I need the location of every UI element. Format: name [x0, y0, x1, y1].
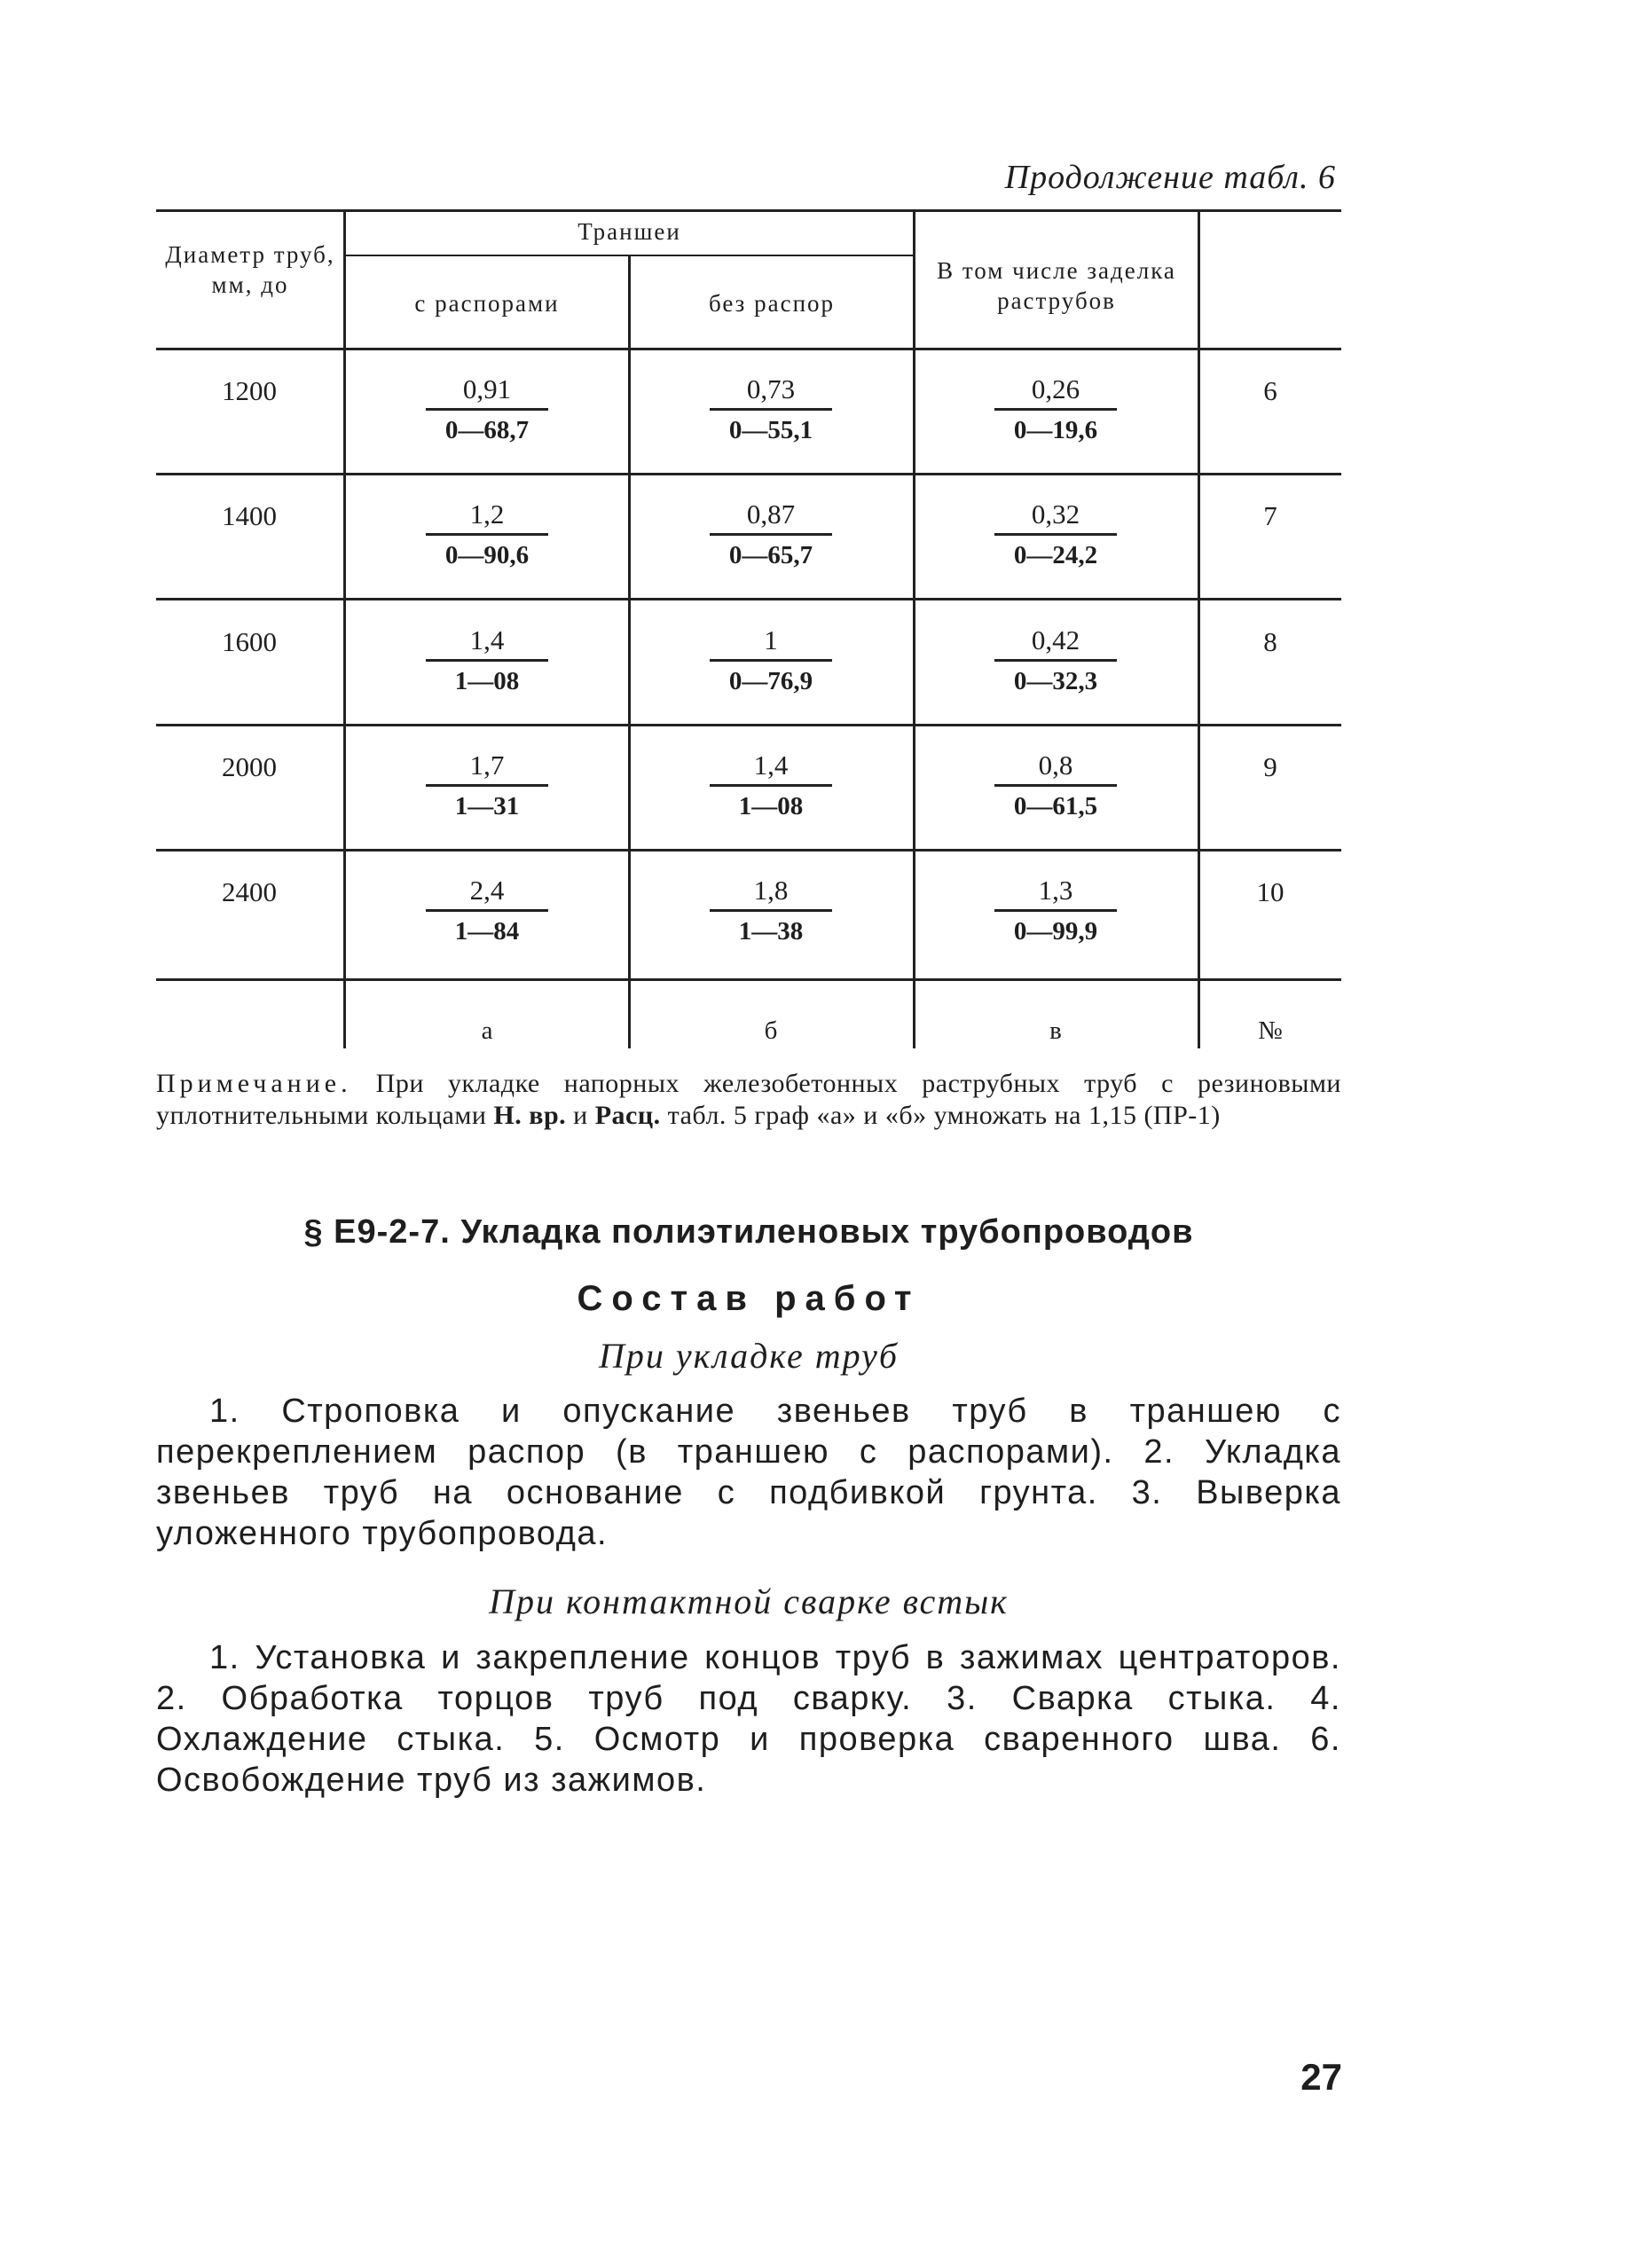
column-label-a: а [481, 1016, 493, 1045]
cell-c [940, 374, 1171, 448]
table-row-rule [156, 849, 1341, 851]
subsection-title: При укладке труб [598, 1336, 899, 1376]
cell-b [656, 750, 886, 824]
subsection-paragraph: 1. Установка и закрепление концов труб в зажимах центраторов. 2. Обработка торцов труб под сварку. 3. Сварка стыка. 4. Охлаждение стыка. 5. Осмотр и проверка сваренного шва. 6. Освобождение труб из зажимов. [156, 1639, 1341, 1799]
cell-a-numerator: 2,4 [426, 875, 548, 912]
cell-a-numerator: 1,4 [426, 625, 548, 662]
row-number: 9 [1263, 751, 1277, 782]
cell-a-numerator: 1,2 [426, 499, 548, 536]
row-number: 10 [1256, 876, 1285, 907]
table-col-rule [1198, 209, 1200, 1048]
norms-table [156, 209, 1341, 1048]
cell-a-numerator: 0,91 [426, 374, 548, 411]
cell-b-numerator: 0,87 [710, 499, 832, 536]
header-trenches: Траншеи [577, 218, 681, 245]
cell-a [372, 374, 602, 448]
column-label-b: б [764, 1016, 778, 1045]
table-header-bottom-rule [156, 348, 1341, 350]
column-label-number: № [1258, 1016, 1283, 1045]
cell-c-denominator: 0—24,2 [1013, 541, 1098, 569]
cell-a-denominator: 1—84 [454, 917, 520, 946]
cell-a [372, 875, 602, 949]
note-text: табл. 5 граф «а» и «б» умножать на 1,15 (ПР-1) [660, 1101, 1221, 1130]
cell-c-numerator: 1,3 [994, 875, 1117, 912]
cell-a-denominator: 1—31 [454, 792, 520, 820]
page-number: 27 [1300, 2056, 1342, 2098]
section-title: § Е9-2-7. Укладка полиэтиленовых трубопроводов [303, 1213, 1194, 1251]
table-bottom-rule [156, 978, 1341, 981]
table-col-rule [343, 209, 346, 1048]
cell-b-numerator: 1,4 [710, 750, 832, 787]
cell-b [656, 875, 886, 949]
table-col-rule [913, 209, 915, 1048]
cell-b [656, 499, 886, 573]
cell-b-denominator: 1—08 [738, 792, 804, 820]
table-row-rule [156, 724, 1341, 726]
cell-c [940, 750, 1171, 824]
note-lead: Примечание. [156, 1069, 352, 1098]
cell-c-denominator: 0—99,9 [1013, 917, 1098, 946]
cell-c-numerator: 0,8 [994, 750, 1117, 787]
cell-a [372, 625, 602, 699]
cell-c-denominator: 0—61,5 [1013, 792, 1098, 820]
cell-a-denominator: 0—90,6 [444, 541, 530, 569]
cell-c [940, 875, 1171, 949]
table-top-rule [156, 209, 1341, 212]
cell-c-numerator: 0,26 [994, 374, 1117, 411]
cell-c-numerator: 0,32 [994, 499, 1117, 536]
works-title: Состав работ [577, 1279, 921, 1318]
header-including-sockets: В том числе заделка раструбов [937, 257, 1176, 314]
header-without-struts: без распор [708, 290, 836, 317]
cell-b-numerator: 1 [710, 625, 832, 662]
cell-b-denominator: 1—38 [738, 917, 804, 946]
row-diameter: 1600 [222, 626, 277, 657]
cell-a [372, 750, 602, 824]
note-bold-term: Расц. [594, 1101, 661, 1130]
cell-b-denominator: 0—65,7 [728, 541, 813, 569]
row-diameter: 2400 [222, 876, 277, 907]
subsection-paragraph: 1. Строповка и опускание звеньев труб в траншею с перекреплением распор (в траншею с распорами). 2. Укладка звеньев труб на основание с подбивкой грунта. 3. Выверка уложенного трубопровода. [156, 1393, 1341, 1552]
row-diameter: 1200 [222, 375, 277, 406]
cell-b-numerator: 0,73 [710, 374, 832, 411]
subsection-title: При контактной сварке встык [489, 1581, 1009, 1621]
cell-c-numerator: 0,42 [994, 625, 1117, 662]
row-number: 7 [1263, 500, 1277, 531]
row-diameter: 1400 [222, 500, 277, 531]
cell-c [940, 625, 1171, 699]
cell-b [656, 374, 886, 448]
note-bold-term: Н. вр. [493, 1101, 567, 1130]
header-with-struts: с распорами [414, 290, 560, 317]
cell-b-denominator: 0—55,1 [728, 416, 813, 444]
row-number: 6 [1263, 375, 1277, 406]
cell-c-denominator: 0—19,6 [1013, 416, 1098, 444]
table-row-rule [156, 598, 1341, 600]
header-diameter: Диаметр труб, мм, до [165, 241, 335, 298]
table-continuation-caption: Продолжение табл. 6 [1004, 159, 1336, 196]
cell-b-numerator: 1,8 [710, 875, 832, 912]
cell-a-denominator: 0—68,7 [444, 416, 530, 444]
column-label-c: в [1049, 1016, 1062, 1045]
row-number: 8 [1263, 626, 1277, 657]
cell-c-denominator: 0—32,3 [1013, 667, 1098, 695]
table-note [156, 1068, 1341, 1132]
note-text: При укладке напорных железобетонных раструбных труб с резиновыми уплотнительными кольцами [156, 1069, 1341, 1130]
cell-a [372, 499, 602, 573]
cell-b-denominator: 0—76,9 [728, 667, 813, 695]
cell-c [940, 499, 1171, 573]
note-text: и [566, 1101, 595, 1130]
cell-a-numerator: 1,7 [426, 750, 548, 787]
row-diameter: 2000 [222, 751, 277, 782]
table-row-rule [156, 473, 1341, 475]
cell-a-denominator: 1—08 [454, 667, 520, 695]
table-col-rule [628, 255, 631, 1048]
cell-b [656, 625, 886, 699]
